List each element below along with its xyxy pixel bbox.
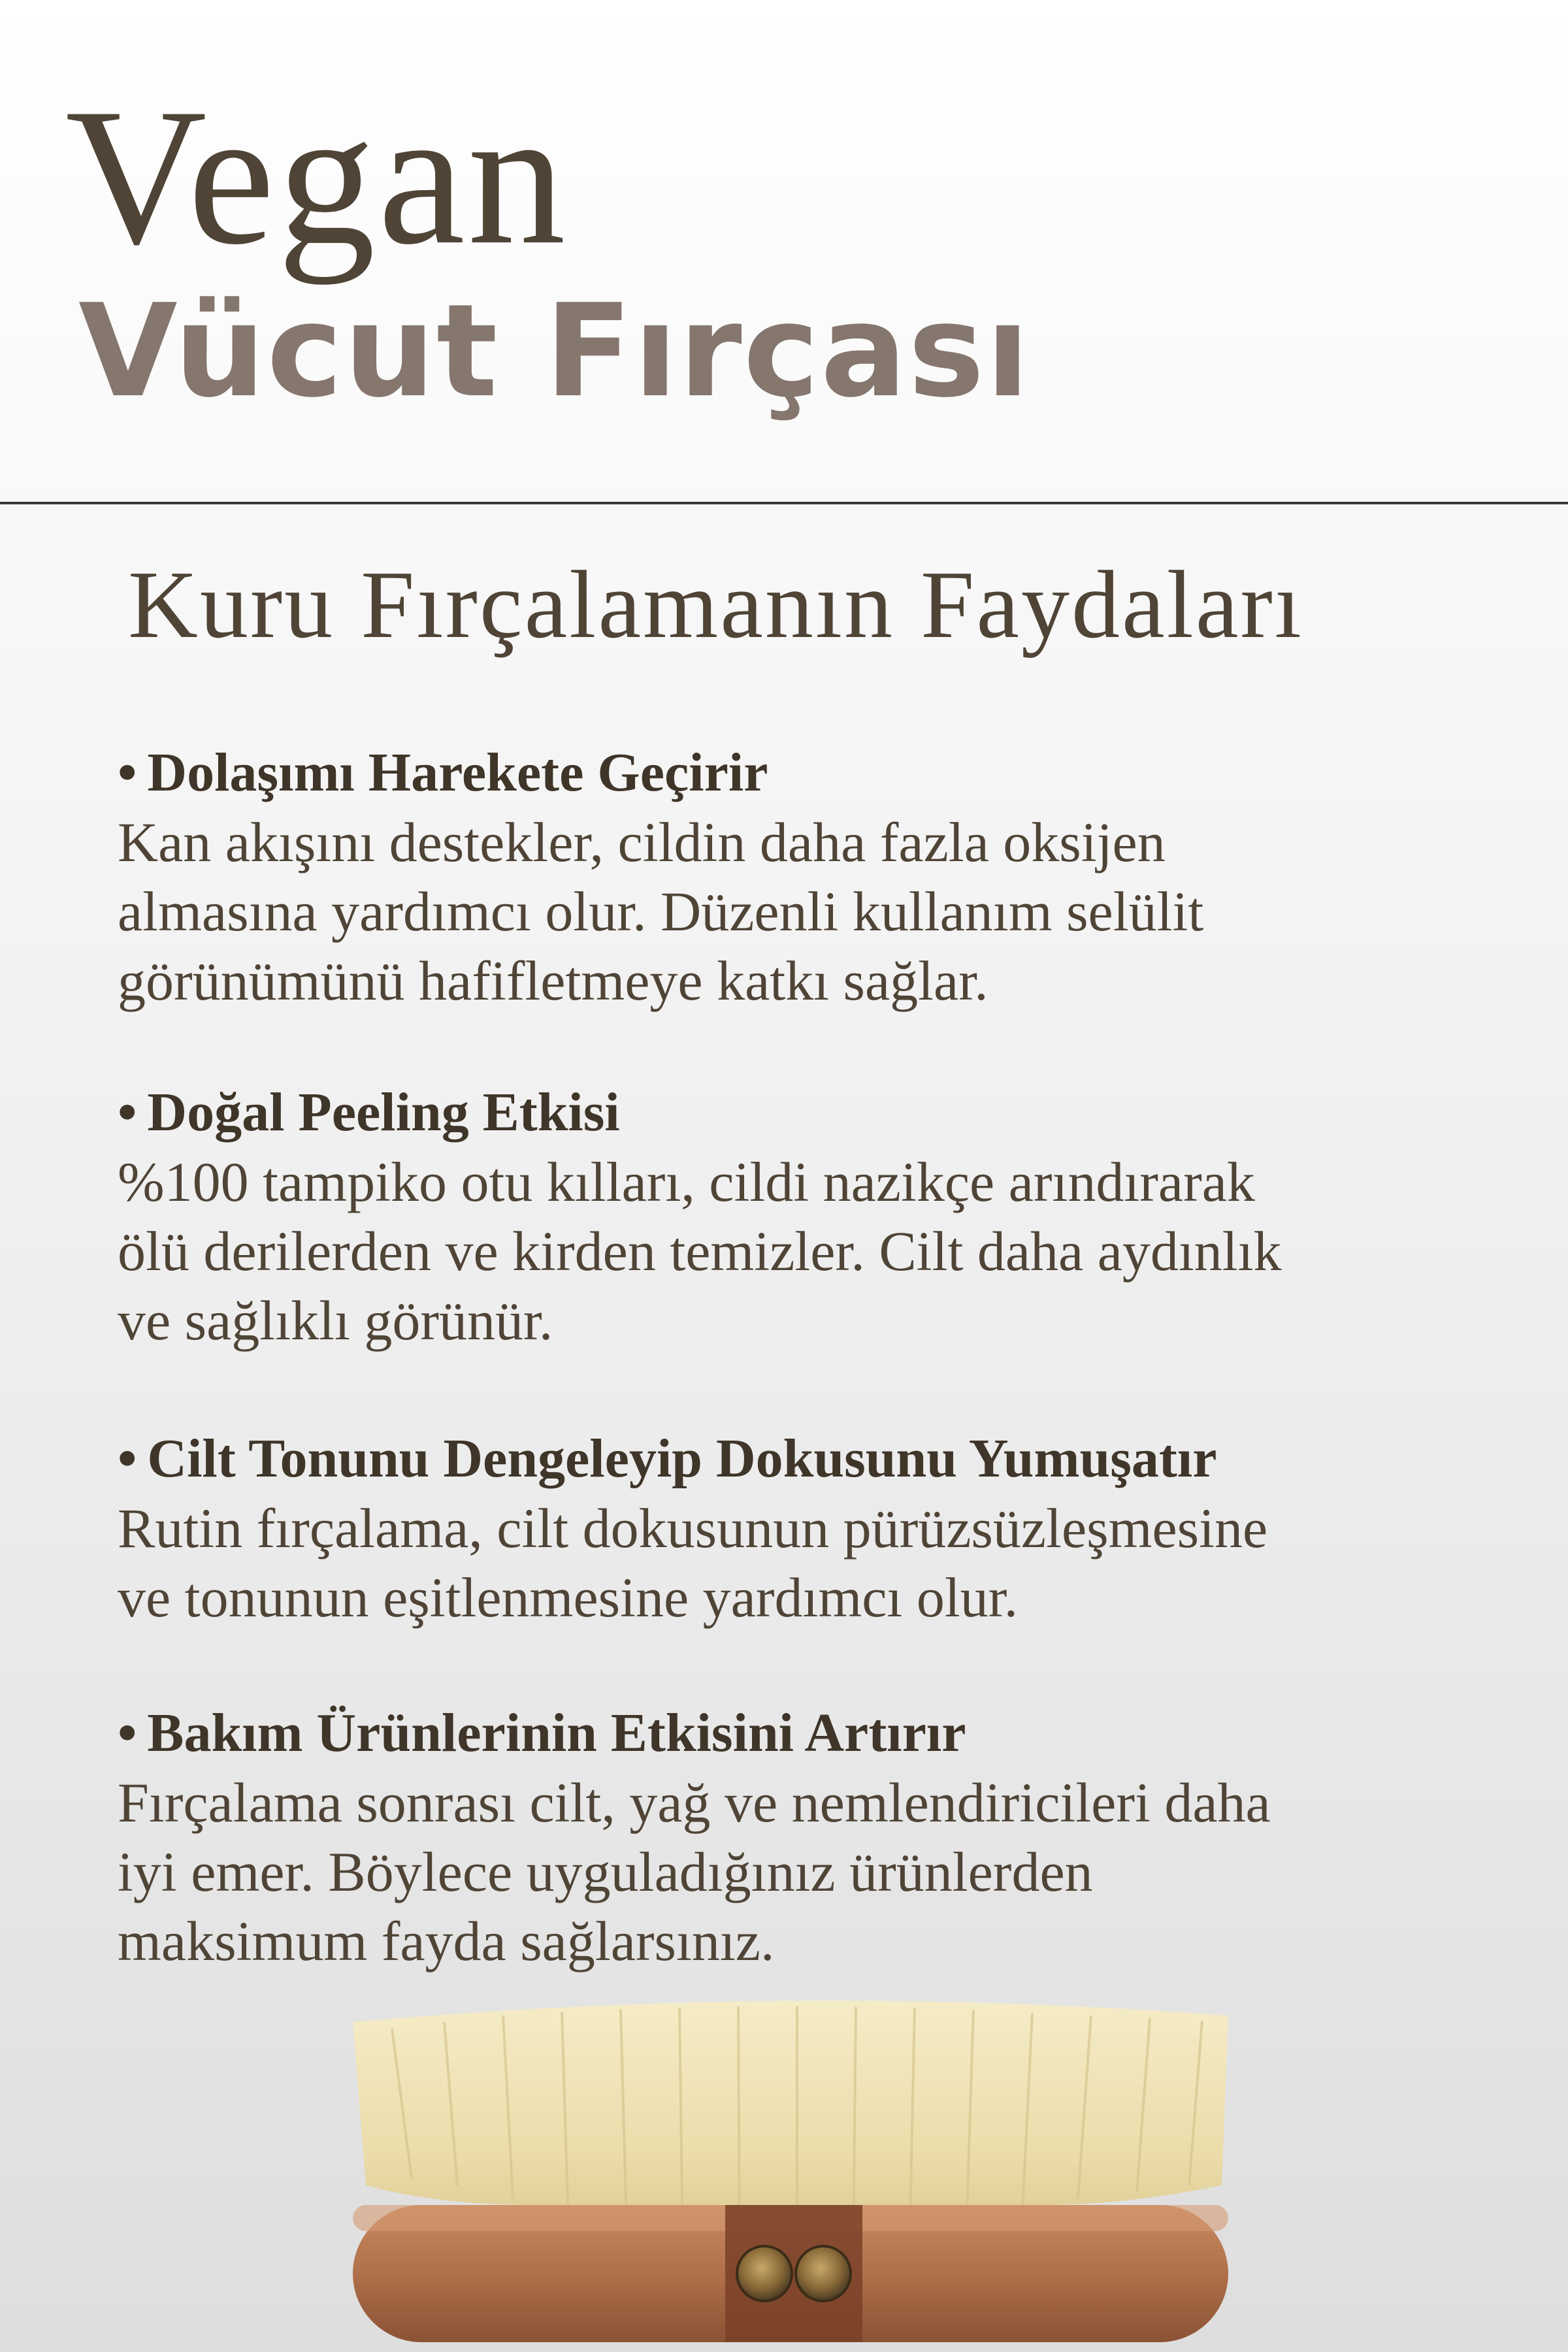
body-brush-icon <box>340 1989 1241 2352</box>
benefit-description <box>118 1494 1522 1632</box>
section-title: Kuru Fırçalamanın Faydaları <box>128 551 1303 659</box>
bullet: • <box>118 1703 137 1763</box>
title-body-brush: Vücut Fırçası <box>78 277 1031 426</box>
benefit-title <box>118 1699 1522 1768</box>
description-line: iyi emer. Böylece uyguladığınız ürünlerden <box>118 1840 1093 1903</box>
benefit-title <box>118 1424 1522 1494</box>
benefit-circulation <box>118 738 1522 1015</box>
brush-stud-left <box>737 2246 792 2301</box>
bullet: • <box>118 742 137 803</box>
description-line: Kan akışını destekler, cildin daha fazla oksijen <box>118 811 1166 874</box>
description-line: almasına yardımcı olur. Düzenli kullanım selülit <box>118 880 1204 943</box>
benefit-description <box>118 1147 1522 1355</box>
benefit-heading: Dolaşımı Harekete Geçirir <box>147 742 768 803</box>
brush-stud-right <box>796 2246 851 2301</box>
benefit-description <box>118 808 1522 1015</box>
description-line: maksimum fayda sağlarsınız. <box>118 1910 775 1972</box>
description-line: ve tonunun eşitlenmesine yardımcı olur. <box>118 1566 1019 1629</box>
description-line: ve sağlıklı görünür. <box>118 1289 553 1352</box>
benefit-description <box>118 1768 1522 1976</box>
title-vegan: Vegan <box>65 68 568 285</box>
description-line: ölü derilerden ve kirden temizler. Cilt daha aydınlık <box>118 1220 1282 1282</box>
benefit-peeling <box>118 1078 1522 1355</box>
description-line: Rutin fırçalama, cilt dokusunun pürüzsüzleşmesine <box>118 1497 1268 1560</box>
benefit-heading: Doğal Peeling Etkisi <box>147 1082 620 1143</box>
benefit-title <box>118 1078 1522 1147</box>
divider <box>0 502 1568 504</box>
description-line: Fırçalama sonrası cilt, yağ ve nemlendiricileri daha <box>118 1771 1271 1834</box>
bullet: • <box>118 1428 137 1489</box>
bullet: • <box>118 1082 137 1143</box>
benefit-title <box>118 738 1522 808</box>
benefit-skin-tone <box>118 1424 1522 1632</box>
benefit-product-absorption <box>118 1699 1522 1976</box>
description-line: görünümünü hafifletmeye katkı sağlar. <box>118 949 988 1012</box>
benefit-heading: Cilt Tonunu Dengeleyip Dokusunu Yumuşatır <box>147 1428 1217 1489</box>
description-line: %100 tampiko otu kılları, cildi nazikçe arındırarak <box>118 1151 1255 1213</box>
benefit-heading: Bakım Ürünlerinin Etkisini Artırır <box>147 1703 966 1763</box>
